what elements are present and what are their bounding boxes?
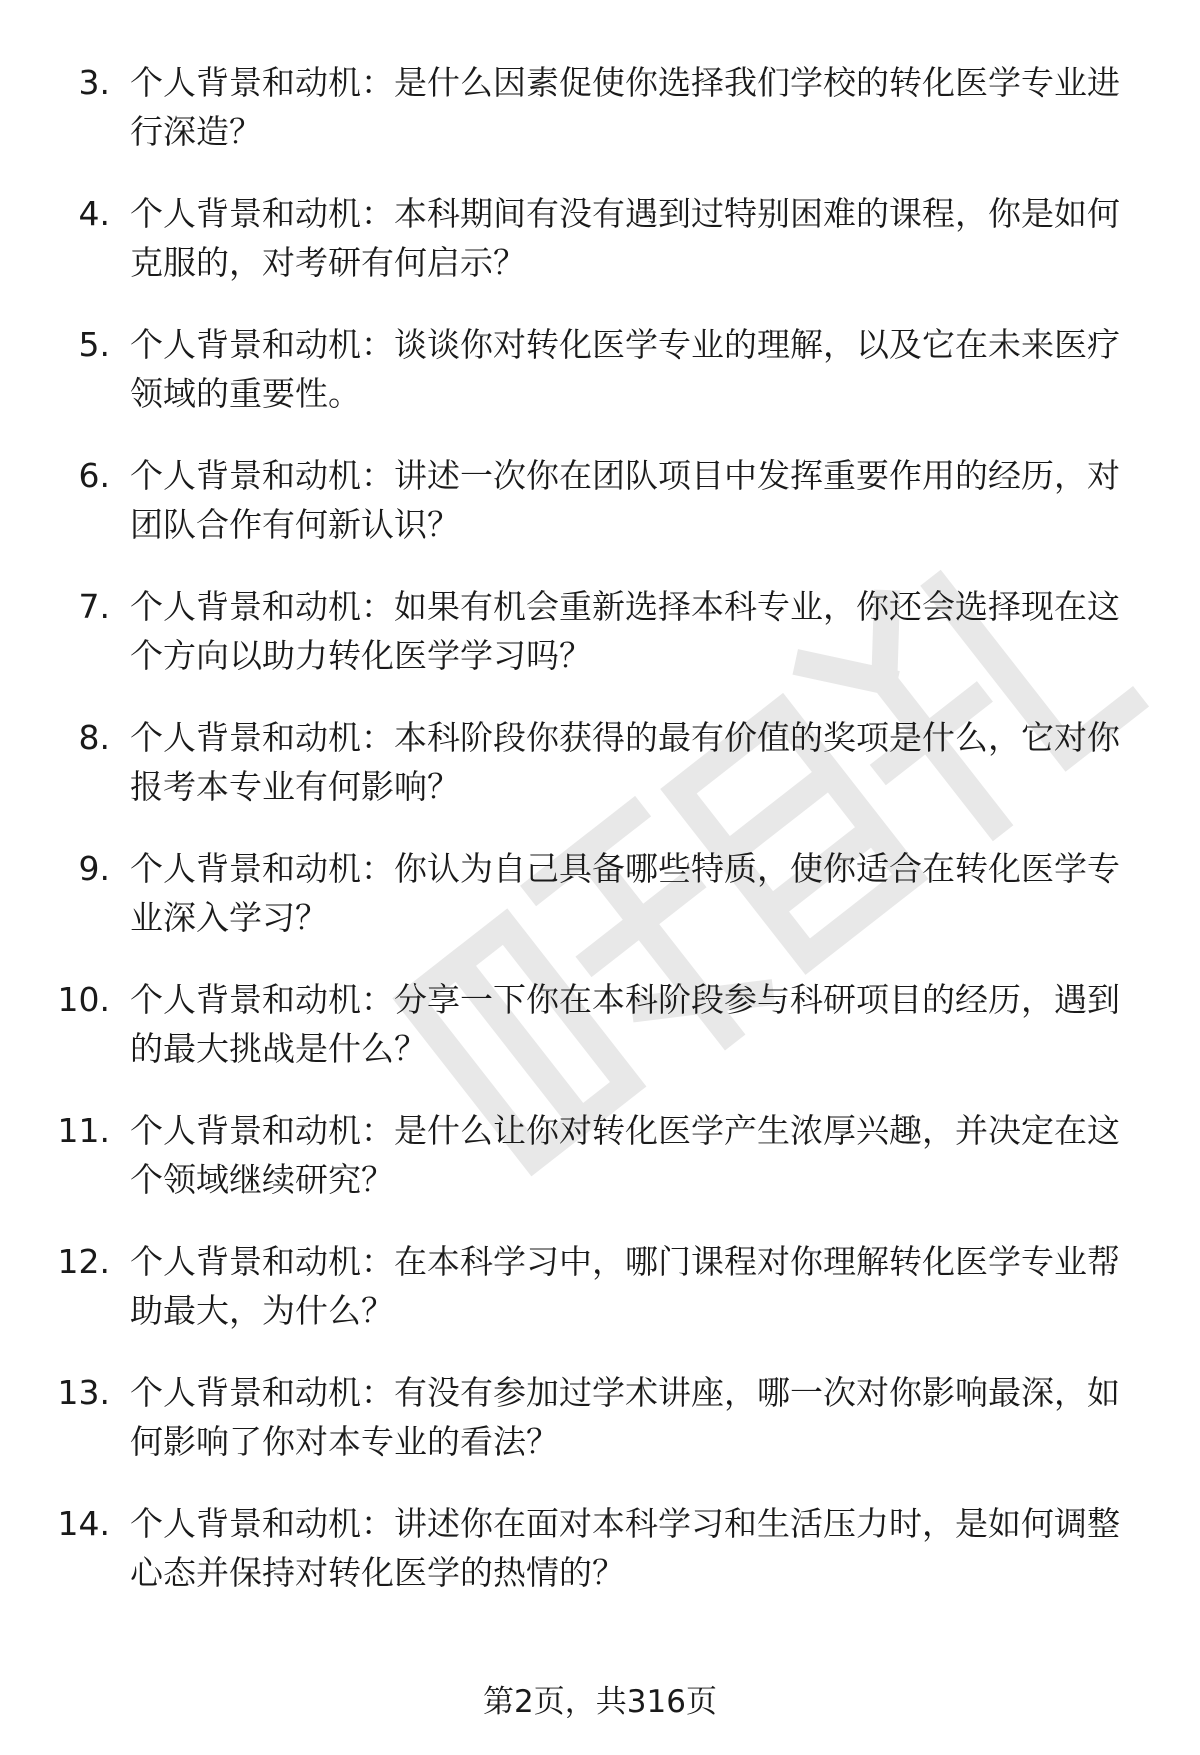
item-text: 个人背景和动机：是什么因素促使你选择我们学校的转化医学专业进行深造？ xyxy=(130,63,1120,151)
list-item xyxy=(0,1499,1200,1630)
item-number: 10. xyxy=(57,980,110,1019)
item-text: 个人背景和动机：本科期间有没有遇到过特别困难的课程，你是如何克服的，对考研有何启示？ xyxy=(130,194,1120,282)
list-item xyxy=(0,451,1200,582)
item-number: 12. xyxy=(57,1242,110,1281)
item-number: 3. xyxy=(78,63,110,102)
item-number: 6. xyxy=(78,456,110,495)
item-text: 个人背景和动机：有没有参加过学术讲座，哪一次对你影响最深，如何影响了你对本专业的看法？ xyxy=(130,1373,1120,1461)
item-text: 个人背景和动机：如果有机会重新选择本科专业，你还会选择现在这个方向以助力转化医学学习吗？ xyxy=(130,587,1120,675)
page-footer: 第2页，共316页 xyxy=(483,1684,717,1720)
list-item xyxy=(0,58,1200,189)
list-item xyxy=(0,582,1200,713)
list-item xyxy=(0,1237,1200,1368)
item-number: 9. xyxy=(78,849,110,888)
item-number: 5. xyxy=(78,325,110,364)
list-item xyxy=(0,975,1200,1106)
list-item xyxy=(0,1368,1200,1499)
item-number: 4. xyxy=(78,194,110,233)
list-item xyxy=(0,844,1200,975)
item-text: 个人背景和动机：是什么让你对转化医学产生浓厚兴趣，并决定在这个领域继续研究？ xyxy=(130,1111,1120,1199)
item-text: 个人背景和动机：谈谈你对转化医学专业的理解，以及它在未来医疗领域的重要性。 xyxy=(130,325,1120,413)
item-number: 7. xyxy=(78,587,110,626)
item-text: 个人背景和动机：讲述一次你在团队项目中发挥重要作用的经历，对团队合作有何新认识？ xyxy=(130,456,1120,544)
item-text: 个人背景和动机：讲述你在面对本科学习和生活压力时，是如何调整心态并保持对转化医学的热情的？ xyxy=(130,1504,1120,1592)
item-text: 个人背景和动机：你认为自己具备哪些特质，使你适合在转化医学专业深入学习？ xyxy=(130,849,1120,937)
list-item xyxy=(0,713,1200,844)
item-text: 个人背景和动机：在本科学习中，哪门课程对你理解转化医学专业帮助最大，为什么？ xyxy=(130,1242,1120,1330)
item-number: 11. xyxy=(57,1111,110,1150)
item-number: 14. xyxy=(57,1504,110,1543)
item-text: 个人背景和动机：本科阶段你获得的最有价值的奖项是什么，它对你报考本专业有何影响？ xyxy=(130,718,1120,806)
question-list xyxy=(0,58,1200,1630)
item-number: 8. xyxy=(78,718,110,757)
list-item xyxy=(0,1106,1200,1237)
item-number: 13. xyxy=(57,1373,110,1412)
list-item xyxy=(0,189,1200,320)
list-item xyxy=(0,320,1200,451)
item-text: 个人背景和动机：分享一下你在本科阶段参与科研项目的经历，遇到的最大挑战是什么？ xyxy=(130,980,1120,1068)
